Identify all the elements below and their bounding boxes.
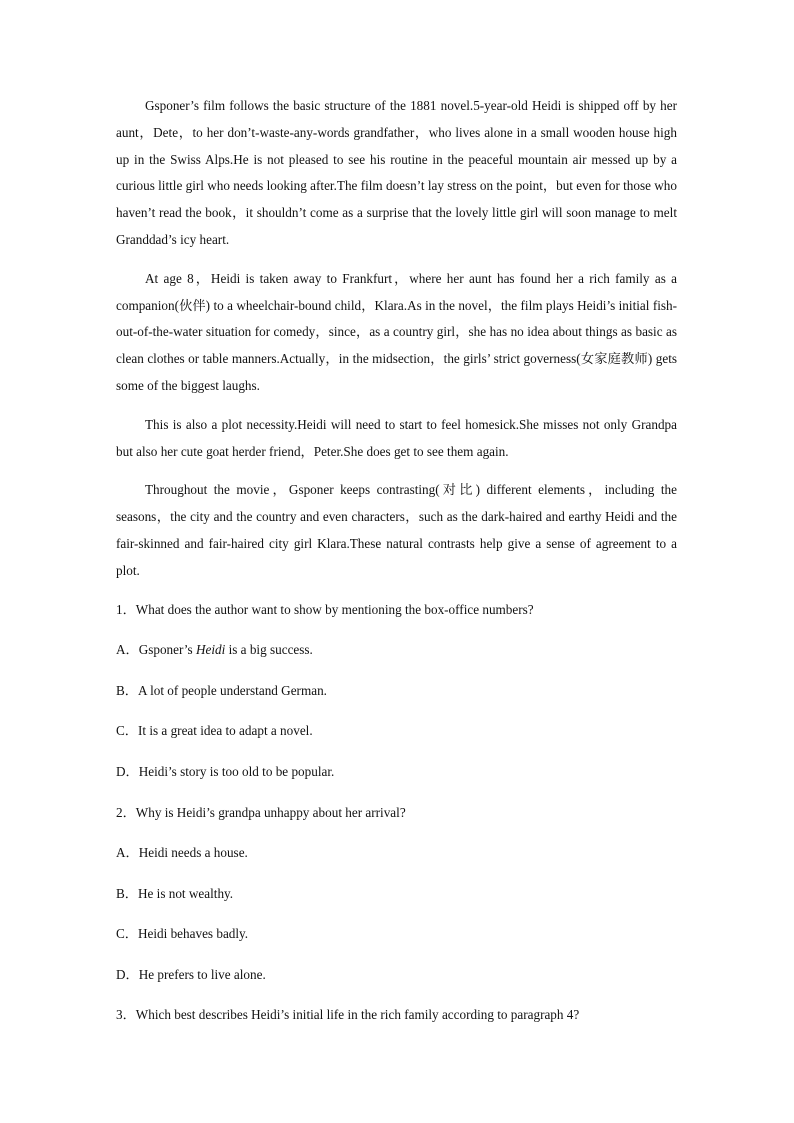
passage-paragraph-3: This is also a plot necessity.Heidi will need to start to feel homesick.She misses not only Grandpa but also her cute goat herder friend，Peter.She does get to see them again. [116,416,677,459]
document-page [116,93,677,1043]
questions-section [116,597,677,1044]
question-1-option-a [116,637,677,678]
question-2-option-b: B．He is not wealthy. [116,885,234,901]
passage-paragraph-2: At age 8，Heidi is taken away to Frankfurt，where her aunt has found her a rich family as a companion(伙伴) to a wheelchair-bound child，Klara.As in the novel，the film plays Heidi’s initial fish-out-of-the-water situation for comedy，since，as a country girl，she has no idea about things as basic as clean clothes or table manners.Actually，in the midsection，the girls’ strict governess(女家庭教师) gets some of the biggest laughs. [116,270,677,393]
passage-paragraph-4: Throughout the movie，Gsponer keeps contrasting(对比) different elements，including the seasons，the city and the country and even characters，such as the dark-haired and earthy Heidi and the fair-skinned and fair-haired city girl Klara.These natural contrasts help give a sense of agreement to a plot. [116,482,677,578]
question-1-stem: 1．What does the author want to show by mentioning the box-office numbers? [116,601,534,617]
option-italic-title: Heidi [195,642,226,658]
question-1-option-b: B．A lot of people understand German. [116,682,327,698]
passage-paragraph-1: Gsponer’s film follows the basic structure of the 1881 novel.5-year-old Heidi is shipped off by her aunt，Dete，to her don’t-waste-any-words grandfather，who lives alone in a small wooden house high up in the Swiss Alps.He is not pleased to see his routine in the peaceful mountain air messed up by a curious little girl who needs looking after.The film doesn’t lay stress on the point，but even for those who haven’t read the book，it shouldn’t come as a surprise that the lovely little girl will soon manage to melt Granddad’s icy heart. [116,98,677,247]
option-text: A．Gsponer’s [116,642,196,658]
question-1-option-c: C．It is a great idea to adapt a novel. [116,723,313,739]
question-2-option-d: D．He prefers to live alone. [116,966,266,982]
question-2-stem: 2．Why is Heidi’s grandpa unhappy about her arrival? [116,804,406,820]
question-2-option-a: A．Heidi needs a house. [116,845,248,861]
question-3-stem: 3．Which best describes Heidi’s initial life in the rich family according to paragraph 4? [116,1007,580,1023]
option-text-suffix: is a big success. [225,642,313,658]
question-2-option-c: C．Heidi behaves badly. [116,926,249,942]
question-1-option-d: D．Heidi’s story is too old to be popular. [116,763,335,779]
